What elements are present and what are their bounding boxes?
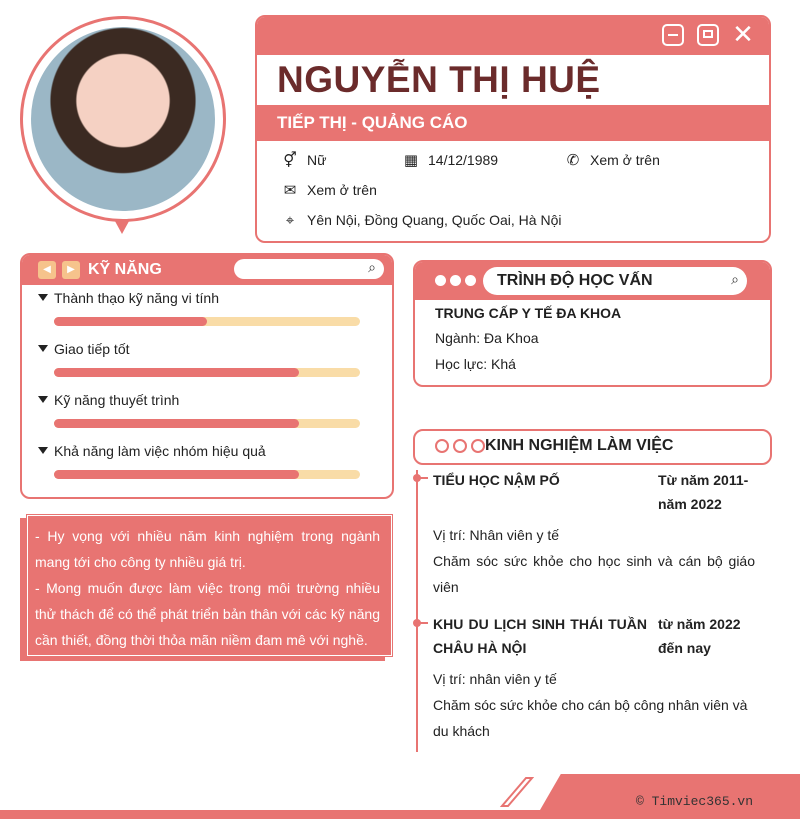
- window-title-bar: [257, 17, 769, 55]
- skill-item: [38, 341, 130, 357]
- mail-icon: ✉: [283, 181, 297, 199]
- skill-bar: [54, 470, 360, 479]
- address-value: Yên Nội, Đồng Quang, Quốc Oai, Hà Nội: [307, 212, 562, 228]
- skill-bar-fill: [54, 419, 299, 428]
- avatar-photo: [31, 27, 215, 211]
- experience-org: KHU DU LỊCH SINH THÁI TUẦN: [433, 616, 647, 632]
- school-name: TRUNG CẤP Y TẾ ĐA KHOA: [435, 305, 622, 321]
- education-header: [415, 262, 770, 300]
- footer-parallelogram-icon: [498, 776, 534, 808]
- experience-org: CHÂU HÀ NỘI: [433, 640, 527, 656]
- profile-header-card: [255, 15, 771, 243]
- skill-bar: [54, 368, 360, 377]
- gender-info: [279, 151, 326, 169]
- footer-band: [0, 810, 800, 819]
- experience-description: viên: [433, 579, 459, 595]
- email-value: Xem ở trên: [307, 182, 377, 198]
- search-icon[interactable]: ⌕: [731, 272, 739, 288]
- gender-icon: ⚥: [283, 151, 297, 169]
- education-panel: [413, 260, 772, 387]
- experience-org: TIỂU HỌC NẬM PỐ: [433, 472, 560, 488]
- skills-search-input[interactable]: [234, 259, 384, 279]
- gender-value: Nữ: [307, 152, 327, 168]
- email-info: [279, 181, 377, 199]
- job-title: TIẾP THỊ - QUẢNG CÁO: [257, 105, 769, 141]
- skill-label: Khả năng làm việc nhóm hiệu quả: [54, 443, 266, 459]
- search-icon: ⌕: [368, 260, 376, 276]
- skill-bar: [54, 317, 360, 326]
- experience-position: Vị trí: Nhân viên y tế: [433, 527, 560, 543]
- skill-bar-fill: [54, 368, 299, 377]
- prev-arrow-icon[interactable]: ◀: [38, 261, 56, 279]
- collapse-arrow-icon[interactable]: [38, 294, 48, 301]
- window-dots: [435, 275, 476, 286]
- avatar: [20, 16, 226, 222]
- objective-text: [35, 523, 380, 653]
- major: Ngành: Đa Khoa: [435, 330, 539, 346]
- footer-credit: © Timviec365.vn: [636, 794, 754, 809]
- next-arrow-icon[interactable]: ▶: [62, 261, 80, 279]
- collapse-arrow-icon[interactable]: [38, 345, 48, 352]
- experience-title: KINH NGHIỆM LÀM VIỆC: [485, 437, 674, 454]
- objective-line: - Mong muốn được làm việc trong môi trường nhiều thử thách để có thể phát triển bản thân với các kỹ năng cần thiết, đồng thời thỏa mãn niềm đam mê với nghề.: [35, 580, 380, 648]
- birthday-info: [400, 151, 498, 169]
- phone-icon: ✆: [566, 151, 580, 169]
- skill-item: [38, 392, 179, 408]
- dot-icon: [435, 275, 446, 286]
- grade: Học lực: Khá: [435, 356, 516, 372]
- experience-time: Từ năm 2011-: [658, 472, 749, 488]
- phone-info: [562, 151, 660, 169]
- minimize-icon[interactable]: [662, 24, 684, 46]
- dot-icon: [471, 439, 485, 453]
- skill-label: Giao tiếp tốt: [54, 341, 130, 357]
- location-pin-icon: ⌖: [285, 211, 295, 229]
- career-objective: [26, 514, 393, 657]
- skills-title: KỸ NĂNG: [88, 261, 162, 278]
- skill-bar-fill: [54, 317, 207, 326]
- experience-description: du khách: [433, 723, 490, 739]
- education-title-bar: [483, 267, 747, 295]
- close-icon[interactable]: ✕: [732, 20, 754, 50]
- experience-description: Chăm sóc sức khỏe cho học sinh và cán bộ giáo: [433, 553, 755, 569]
- dot-icon: [453, 439, 467, 453]
- skill-label: Thành thạo kỹ năng vi tính: [54, 290, 219, 306]
- address-info: [279, 211, 561, 229]
- skills-header: [22, 255, 392, 285]
- candidate-name: NGUYỄN THỊ HUỆ: [277, 59, 601, 100]
- experience-position: Vị trí: nhân viên y tế: [433, 671, 557, 687]
- experience-description: Chăm sóc sức khỏe cho cán bộ công nhân viên và: [433, 697, 748, 713]
- experience-time: năm 2022: [658, 496, 722, 512]
- phone-value: Xem ở trên: [590, 152, 660, 168]
- experience-time: từ năm 2022: [658, 616, 741, 632]
- dot-icon: [435, 439, 449, 453]
- skill-bar-fill: [54, 470, 299, 479]
- dot-icon: [450, 275, 461, 286]
- collapse-arrow-icon[interactable]: [38, 447, 48, 454]
- skill-item: [38, 443, 266, 459]
- collapse-arrow-icon[interactable]: [38, 396, 48, 403]
- skills-panel: [20, 253, 394, 499]
- timeline-connector: [418, 622, 428, 624]
- birthday-value: 14/12/1989: [428, 152, 499, 168]
- window-dots: [435, 439, 485, 453]
- experience-header: [413, 429, 772, 465]
- skill-bar: [54, 419, 360, 428]
- education-title: TRÌNH ĐỘ HỌC VẤN: [497, 272, 653, 289]
- calendar-icon: ▦: [403, 151, 419, 169]
- skill-item: [38, 290, 219, 306]
- maximize-icon[interactable]: [697, 24, 719, 46]
- skill-label: Kỹ năng thuyết trình: [54, 392, 180, 408]
- dot-icon: [465, 275, 476, 286]
- experience-time: đến nay: [658, 640, 711, 656]
- objective-line: - Hy vọng với nhiều năm kinh nghiệm trong ngành mang tới cho công ty nhiều giá trị.: [35, 528, 380, 570]
- experience-timeline: [416, 470, 418, 752]
- timeline-connector: [418, 477, 428, 479]
- avatar-frame: [20, 16, 226, 222]
